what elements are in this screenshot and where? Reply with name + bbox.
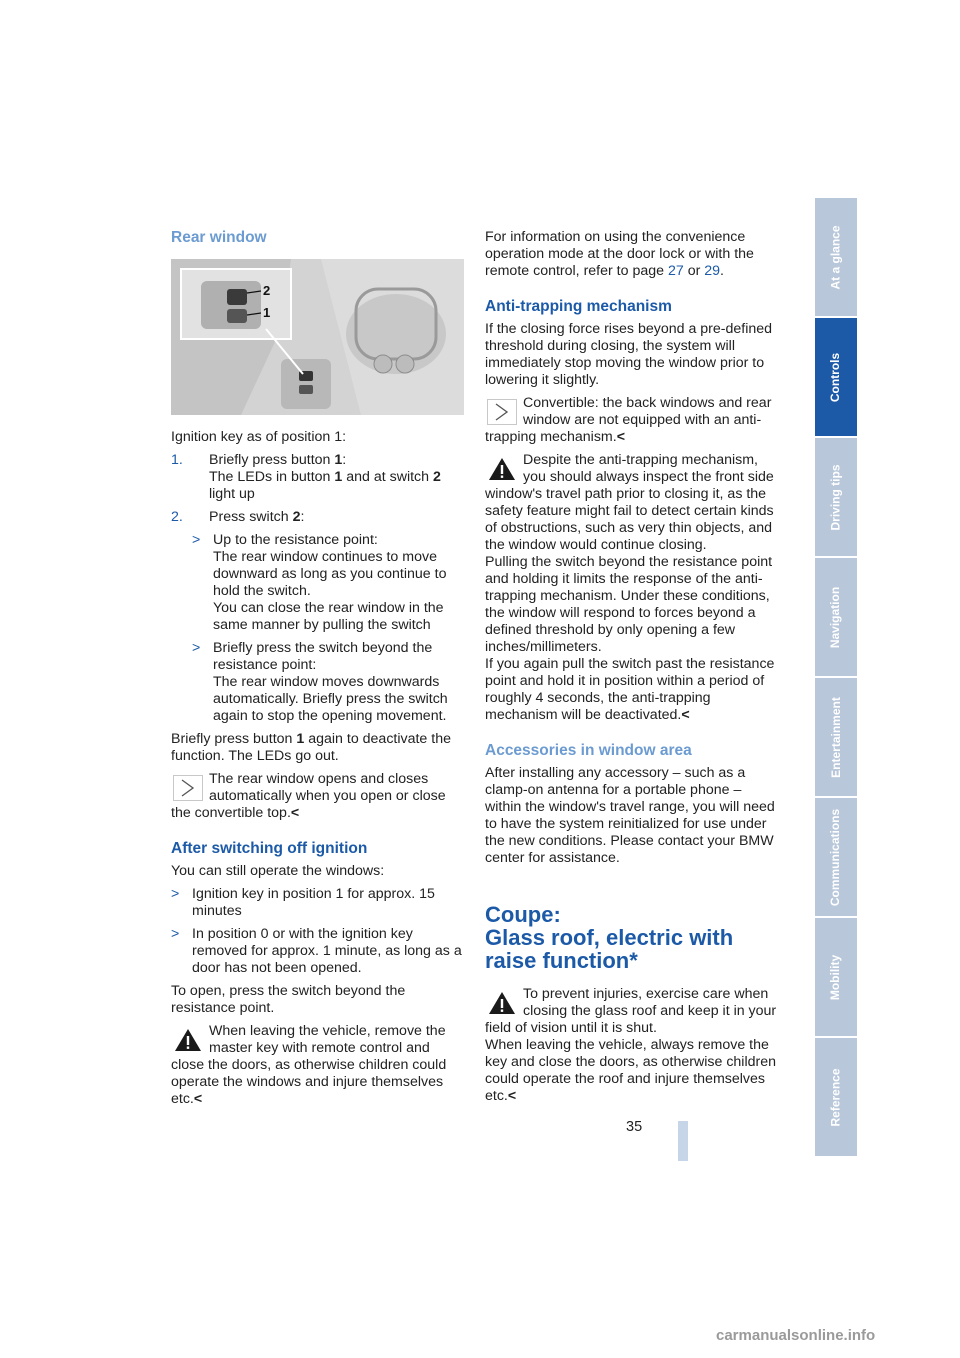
ignition-bullet xyxy=(171,926,464,977)
info-text: For information on using the convenience operation mode at the door lock or with the remote control, refer to page xyxy=(485,229,754,279)
bullet-mark: > xyxy=(192,640,201,656)
accessories-text: After installing any accessory – such as a clamp-on antenna for a portable phone – within the window's travel range, you will need to have the system reinitialized for use under the new conditions. Please contact your BMW center for assistance. xyxy=(485,765,775,866)
right-column xyxy=(485,229,778,1111)
page-number: 35 xyxy=(626,1119,643,1135)
tab-driving-tips[interactable] xyxy=(815,438,857,556)
end-mark: < xyxy=(193,1091,203,1107)
warning-icon xyxy=(485,454,519,484)
deactivate-part: again to deactivate the function. The LEDs go out. xyxy=(171,731,451,764)
watermark: carmanualsonline.info xyxy=(716,1327,876,1344)
tab-label: Mobility xyxy=(828,954,843,1000)
step-1 xyxy=(171,452,464,503)
sub-bullet xyxy=(192,532,464,634)
deactivate-part: Briefly press button xyxy=(171,731,297,747)
tab-reference[interactable] xyxy=(815,1038,857,1156)
ignition-bullet xyxy=(171,886,464,920)
page-number-bar xyxy=(678,1121,688,1161)
warning-text: Despite the anti-trapping mechanism, you should always inspect the front side window's travel path prior to closing it, as the safety feature might fail to detect certain kinds of obstructions, such as very thin objects, and the window would continue closing. xyxy=(485,452,774,553)
step-ref: 2 xyxy=(433,469,441,485)
warning-leaving xyxy=(171,1023,464,1108)
step-ref: 1 xyxy=(334,469,343,485)
step-text: Press switch xyxy=(209,509,293,525)
still-operate-text: You can still operate the windows: xyxy=(171,863,385,879)
note-convertible-anti xyxy=(485,395,778,446)
to-open-text: To open, press the switch beyond the resistance point. xyxy=(171,983,406,1016)
coupe-glass-roof-heading xyxy=(485,903,778,972)
door-panel-illustration xyxy=(171,259,464,415)
deactivate-text xyxy=(171,731,464,765)
anti-trapping-text: If the closing force rises beyond a pre-defined threshold during closing, the system will immediately stop moving the window prior to lowering it slightly. xyxy=(485,321,773,388)
tab-label: Driving tips xyxy=(828,463,843,531)
bullet-mark: > xyxy=(192,532,201,548)
end-mark: < xyxy=(681,707,690,723)
tab-label: Entertainment xyxy=(828,696,843,778)
page-link-27[interactable]: 27 xyxy=(667,263,684,279)
end-mark: < xyxy=(507,1088,517,1104)
note-arrow-icon xyxy=(485,397,519,427)
tab-mobility[interactable] xyxy=(815,918,857,1036)
step-ref: 2 xyxy=(292,509,301,525)
info-text: or xyxy=(683,263,705,279)
anti-trapping-heading: Anti-trapping mechanism xyxy=(485,298,672,315)
after-ignition-heading: After switching off ignition xyxy=(171,840,368,857)
warning-text: Pulling the switch beyond the resistance point and holding it limits the response of the anti-trapping mechanism. Under these conditions, the window will respond to forces beyond a defined threshold by only opening a few inches/millimeters. xyxy=(485,554,773,655)
warning-icon xyxy=(485,988,519,1018)
note-arrow-icon xyxy=(171,773,205,803)
step-number: 1. xyxy=(171,452,183,468)
step-text: : xyxy=(300,509,305,525)
figure-label-2: 2 xyxy=(263,283,271,298)
warning-text: When leaving the vehicle, remove the master key with remote control and close the doors, as otherwise children could operate the windows and injure themselves etc. xyxy=(171,1023,447,1107)
step-text: Briefly press button xyxy=(209,452,335,468)
warning-text: To prevent injuries, exercise care when closing the glass roof and keep it in your field of vision until it is shut. When leaving the vehicle, always remove the key and close the doors, as otherwise children could operate the roof and injure themselves etc. xyxy=(485,986,777,1104)
rear-window-heading: Rear window xyxy=(171,229,267,246)
section-tabs xyxy=(815,198,857,1160)
bullet-text: Up to the resistance point: The rear window continues to move downward as long as you continue to hold the switch. You can close the rear window in the same manner by pulling the switch xyxy=(213,532,447,633)
step-2 xyxy=(171,509,464,526)
heading-line: raise function* xyxy=(485,948,638,973)
sub-bullet xyxy=(192,640,464,725)
info-text: . xyxy=(720,263,724,279)
note-text: The rear window opens and closes automatically when you open or close the convertible top. xyxy=(171,771,446,821)
step-text: light up xyxy=(209,486,255,502)
heading-line: Glass roof, electric with xyxy=(485,925,734,950)
tab-navigation[interactable] xyxy=(815,558,857,676)
figure-label-1: 1 xyxy=(263,305,271,320)
bullet-mark: > xyxy=(171,886,180,902)
tab-label: Navigation xyxy=(828,586,843,648)
tab-communications[interactable] xyxy=(815,798,857,916)
step-number: 2. xyxy=(171,509,183,525)
convenience-info xyxy=(485,229,778,280)
note-text: Convertible: the back windows and rear window are not equipped with an anti-trapping mechanism. xyxy=(485,395,772,445)
ignition-intro: Ignition key as of position 1: xyxy=(171,429,347,445)
step-text: and at switch xyxy=(342,469,433,485)
end-mark: < xyxy=(290,805,300,821)
step-text: : xyxy=(342,452,347,468)
tab-label: Controls xyxy=(828,352,843,402)
warning-icon xyxy=(171,1025,205,1055)
tab-label: Reference xyxy=(828,1067,843,1127)
step-ref: 1 xyxy=(334,452,343,468)
end-mark: < xyxy=(616,429,625,445)
tab-entertainment[interactable] xyxy=(815,678,857,796)
tab-controls[interactable] xyxy=(815,318,857,436)
deactivate-ref: 1 xyxy=(296,731,305,747)
warning-roof xyxy=(485,986,778,1105)
bullet-mark: > xyxy=(171,926,180,942)
step-text: The LEDs in button xyxy=(209,469,335,485)
bullet-text: Briefly press the switch beyond the resistance point: The rear window moves downwards automatically. Briefly press the switch again to stop the opening movement. xyxy=(213,640,448,724)
warning-text: If you again pull the switch past the resistance point and hold it in position within a period of roughly 4 seconds, the anti-trapping mechanism will be deactivated. xyxy=(485,656,775,723)
warning-despite xyxy=(485,452,778,724)
left-column xyxy=(171,229,464,1114)
rear-window-switch-figure xyxy=(171,259,464,415)
tab-label: Communications xyxy=(828,808,843,906)
tab-label: At a glance xyxy=(828,224,843,290)
page-link-29[interactable]: 29 xyxy=(704,263,721,279)
note-convertible xyxy=(171,771,464,822)
heading-line: Coupe: xyxy=(485,902,561,927)
accessories-heading: Accessories in window area xyxy=(485,742,692,759)
bullet-text: Ignition key in position 1 for approx. 15 minutes xyxy=(192,886,435,919)
bullet-text: In position 0 or with the ignition key removed for approx. 1 minute, as long as a door has not been opened. xyxy=(192,926,462,976)
tab-at-a-glance[interactable] xyxy=(815,198,857,316)
